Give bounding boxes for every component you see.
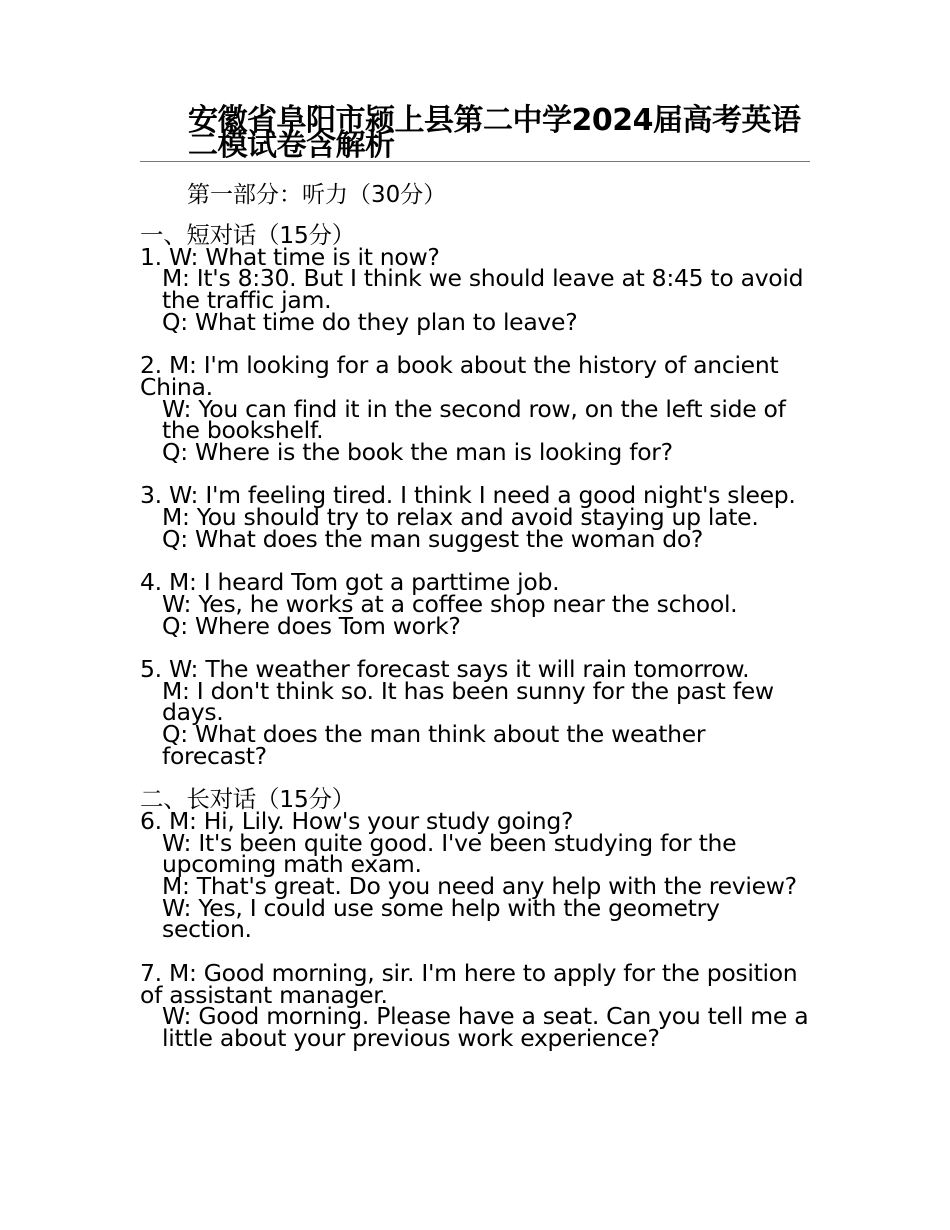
q4-question: Q: Where does Tom work? (162, 611, 461, 640)
q3-line-2: M: You should try to relax and avoid staying up late. (162, 503, 759, 532)
document-title: 安徽省阜阳市颍上县第二中学2024届高考英语二模试卷含解析 (188, 103, 801, 163)
q6-line-3: M: That's great. Do you need any help with the review? (162, 872, 797, 901)
q6-line-4: W: Yes, I could use some help with the geometry section. (162, 893, 720, 944)
q6-line-1: 6. M: Hi, Lily. How's your study going? (140, 806, 574, 835)
q5-line-2: M: I don't think so. It has been sunny for the past few days. (162, 676, 774, 727)
q4-line-1: 4. M: I heard Tom got a parttime job. (140, 568, 560, 597)
q3-question: Q: What does the man suggest the woman do? (162, 524, 704, 553)
document-body (140, 221, 812, 1052)
q5-line-1: 5. W: The weather forecast says it will rain tomorrow. (140, 655, 750, 683)
q2-question: Q: Where is the book the man is looking for? (162, 438, 673, 467)
section-heading-short-dialogues: 一、短对话（15分） (140, 221, 355, 249)
q2-line-2: W: You can find it in the second row, on the left side of the bookshelf. (162, 394, 786, 445)
q1-line-2: M: It's 8:30. But I think we should leave at 8:45 to avoid the traffic jam. (162, 264, 804, 315)
q5-question: Q: What does the man think about the weather forecast? (162, 720, 706, 770)
q6-line-2: W: It's been quite good. I've been studying for the upcoming math exam. (162, 828, 737, 879)
q2-line-1: 2. M: I'm looking for a book about the history of ancient China. (140, 351, 779, 401)
section-heading-long-dialogues: 二、长对话（15分） (140, 785, 355, 814)
q4-line-2: W: Yes, he works at a coffee shop near the school. (162, 589, 738, 618)
q7-line-1: 7. M: Good morning, sir. I'm here to apply for the position of assistant manager. (140, 958, 798, 1009)
q7-line-2: W: Good morning. Please have a seat. Can you tell me a little about your previous work experience? (162, 1002, 809, 1052)
q3-line-1: 3. W: I'm feeling tired. I think I need a good night's sleep. (140, 481, 796, 510)
title-underline (140, 161, 810, 162)
part-heading: 第一部分：听力（30分） (187, 182, 447, 208)
q1-question: Q: What time do they plan to leave? (162, 307, 578, 336)
q1-line-1: 1. W: What time is it now? (140, 242, 440, 271)
